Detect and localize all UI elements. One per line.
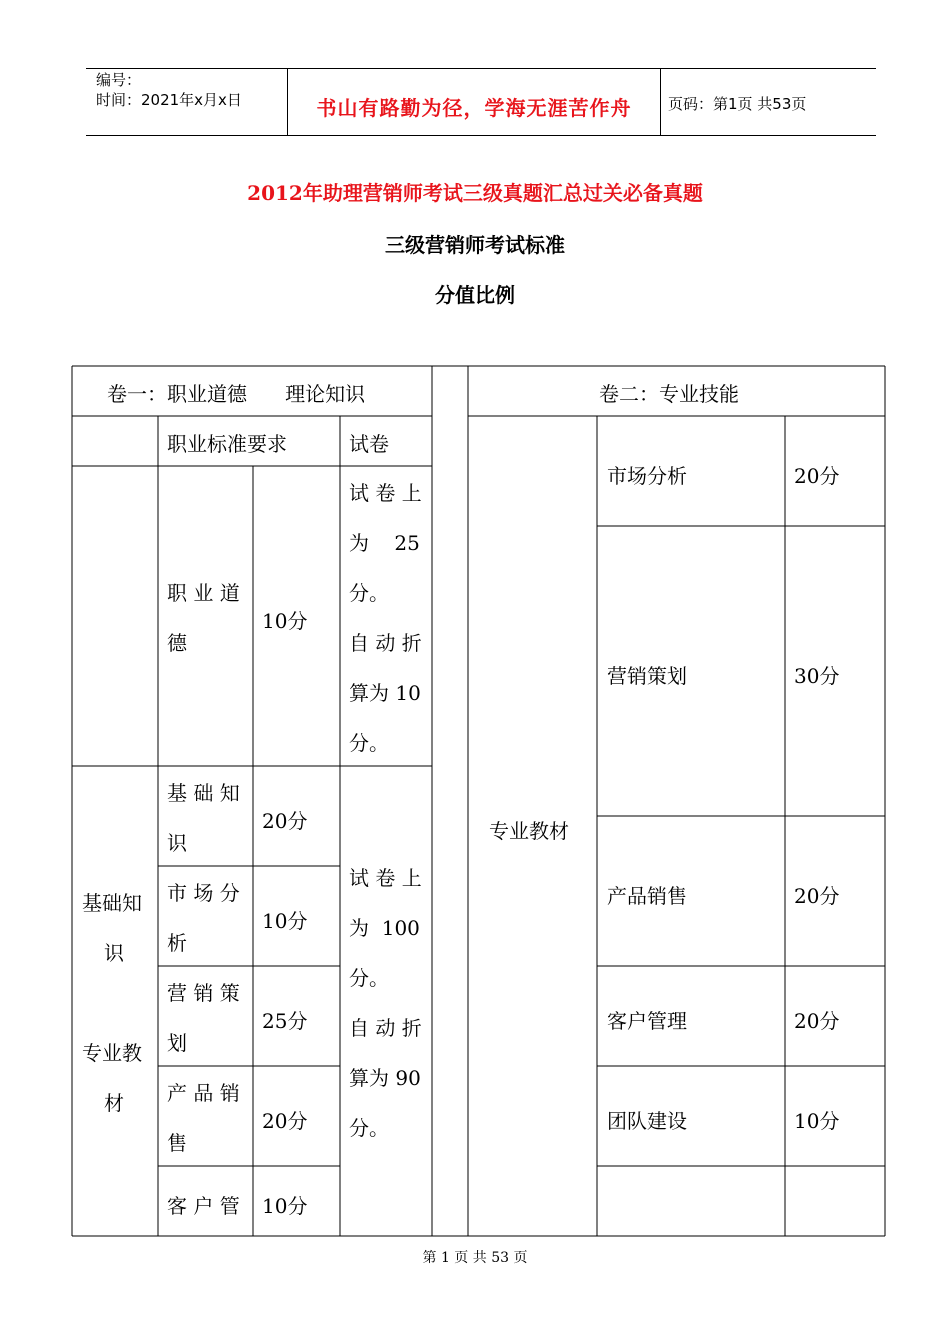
knowledge-group-label: 基础知 识 专业教 材	[82, 891, 142, 1115]
knowledge-row-name: 市 场 分 析	[167, 881, 240, 955]
section-subtitle: 分值比例	[435, 283, 515, 307]
paper2-group-label: 专业教材	[489, 819, 569, 843]
requirements-column-header: 职业标准要求	[167, 432, 287, 456]
paper2-row-name: 市场分析	[607, 464, 687, 488]
paper2-row-score: 30分	[794, 664, 840, 688]
header-page-code: 页码：第1页 共53页	[668, 95, 807, 113]
paper1-heading: 卷一：职业道德 理论知识	[107, 382, 366, 406]
doc-number-label: 编号：	[96, 71, 142, 89]
paper-column-header: 试卷	[349, 432, 389, 456]
knowledge-row-name: 客 户 管	[167, 1194, 240, 1218]
knowledge-paper-note: 试 卷 上 为 100 分。 自 动 折 算为 90 分。	[349, 866, 422, 1140]
knowledge-row-name: 产 品 销 售	[167, 1081, 240, 1155]
knowledge-row-score: 10分	[262, 1194, 308, 1218]
ethics-paper-note: 试 卷 上 为 25 分。 自 动 折 算为 10 分。	[349, 481, 422, 755]
document-title: 2012年助理营销师考试三级真题汇总过关必备真题	[247, 181, 703, 205]
paper2-row-name: 客户管理	[607, 1009, 687, 1033]
paper2-row-name: 营销策划	[607, 664, 687, 688]
paper2-row-score: 20分	[794, 1009, 840, 1033]
knowledge-row-score: 20分	[262, 809, 308, 833]
header-motto: 书山有路勤为径，学海无涯苦作舟	[316, 96, 632, 120]
paper2-row-score: 20分	[794, 884, 840, 908]
doc-time-label: 时间：2021年x月x日	[96, 91, 242, 109]
paper2-row-score: 10分	[794, 1109, 840, 1133]
paper2-row-name: 产品销售	[607, 884, 687, 908]
ethics-item-name: 职 业 道 德	[167, 581, 240, 655]
knowledge-row-name: 基 础 知 识	[167, 781, 240, 855]
paper2-row-name: 团队建设	[607, 1109, 687, 1133]
paper2-heading: 卷二：专业技能	[599, 382, 739, 406]
paper2-row-score: 20分	[794, 464, 840, 488]
page-footer: 第 1 页 共 53 页	[422, 1250, 528, 1266]
knowledge-row-score: 25分	[262, 1009, 308, 1033]
ethics-score: 10分	[262, 609, 308, 633]
knowledge-row-score: 10分	[262, 909, 308, 933]
knowledge-row-score: 20分	[262, 1109, 308, 1133]
section-title: 三级营销师考试标准	[385, 233, 565, 257]
knowledge-row-name: 营 销 策 划	[167, 981, 240, 1055]
